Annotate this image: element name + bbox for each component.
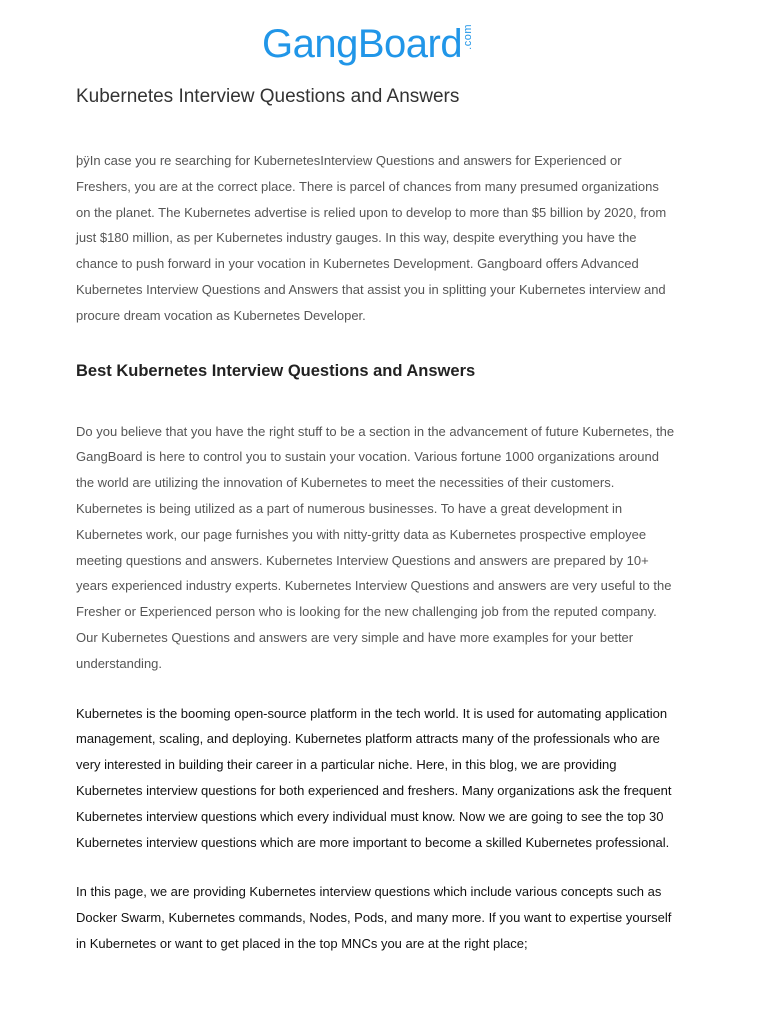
page-title: Kubernetes Interview Questions and Answers bbox=[76, 86, 460, 107]
logo-suffix: .com bbox=[462, 24, 475, 50]
section-heading: Best Kubernetes Interview Questions and Answers bbox=[76, 361, 476, 380]
logo-wordmark: GangBoard bbox=[262, 22, 463, 66]
gangboard-logo[interactable] bbox=[262, 18, 474, 70]
article-content bbox=[76, 84, 676, 957]
body-paragraph: Kubernetes is the booming open-source platform in the tech world. It is used for automating application management, scaling, and deploying. Kubernetes platform attracts many of the professionals who are very interested in building their career in a particular niche. Here, in this blog, we are providing Kubernetes interview questions for both experienced and freshers. Many organizations ask the frequent Kubernetes interview questions which every individual must know. Now we are going to see the top 30 Kubernetes interview questions which are more important to become a skilled Kubernetes professional. bbox=[76, 705, 672, 850]
body-paragraph: In this page, we are providing Kubernetes interview questions which include various concepts such as Docker Swarm, Kubernetes commands, Nodes, Pods, and many more. If you want to expertise yourself in Kubernetes or want to get placed in the top MNCs you are at the right place; bbox=[76, 884, 672, 951]
intro-paragraph: þÿIn case you re searching for KubernetesInterview Questions and answers for Experienced or Freshers, you are at the correct place. There is parcel of chances from many presumed organizations on the planet. The Kubernetes advertise is relied upon to develop to more than $5 billion by 2020, from just $180 million, as per Kubernetes industry gauges. In this way, despite everything you have the chance to push forward in your vocation in Kubernetes Development. Gangboard offers Advanced Kubernetes Interview Questions and Answers that assist you in splitting your Kubernetes interview and procure dream vocation as Kubernetes Developer. bbox=[76, 153, 667, 323]
body-paragraph: Do you believe that you have the right stuff to be a section in the advancement of future Kubernetes, the GangBoard is here to control you to sustain your vocation. Various fortune 1000 organizations around the world are utilizing the innovation of Kubernetes to meet the necessities of their customers. Kubernetes is being utilized as a part of numerous businesses. To have a great development in Kubernetes work, our page furnishes you with nitty-gritty data as Kubernetes prospective employee meeting questions and answers. Kubernetes Interview Questions and answers are prepared by 10+ years experienced industry experts. Kubernetes Interview Questions and answers are very useful to the Fresher or Experienced person who is looking for the new challenging job from the reputed company. Our Kubernetes Questions and answers are very simple and have more examples for your better understanding. bbox=[76, 423, 675, 671]
